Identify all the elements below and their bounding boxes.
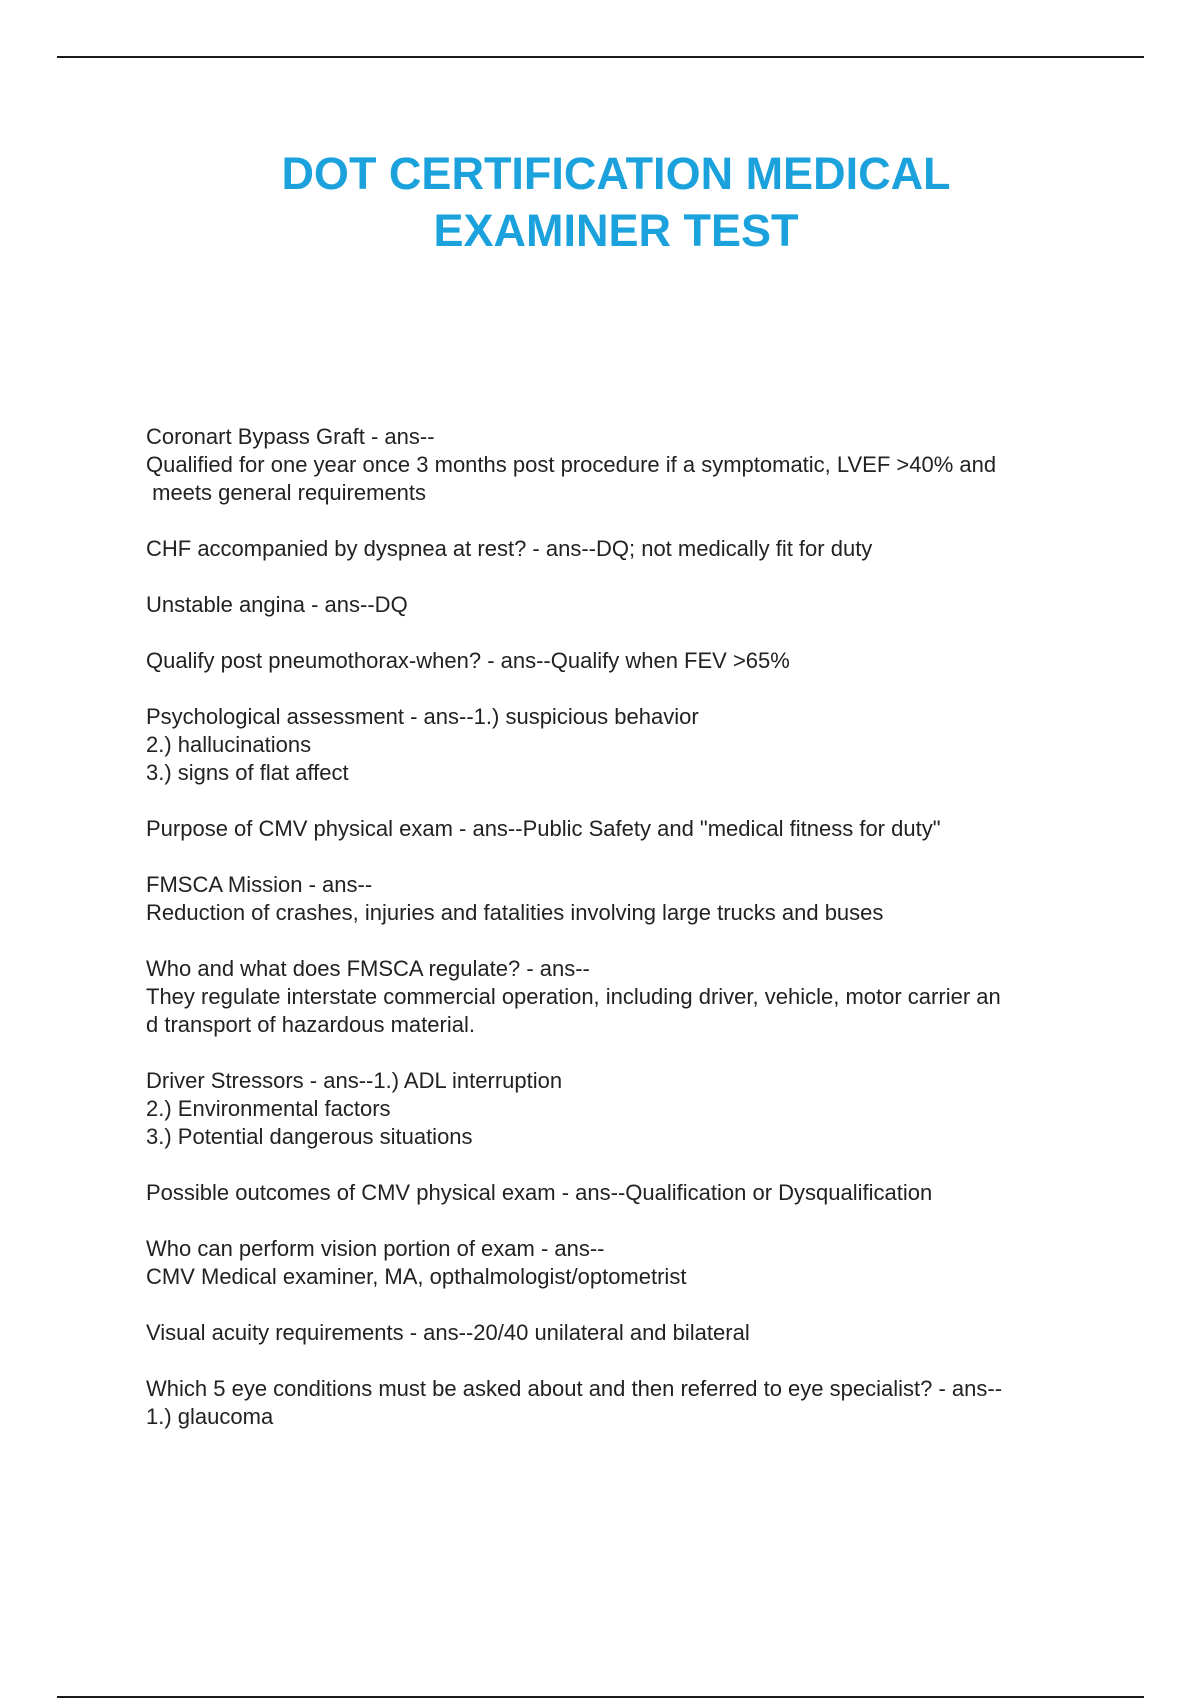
entry-line: CMV Medical examiner, MA, opthalmologist/optometrist	[146, 1264, 687, 1289]
entry-line: Which 5 eye conditions must be asked about and then referred to eye specialist? - ans--	[146, 1376, 1003, 1401]
entry-line: CHF accompanied by dyspnea at rest? - ans--DQ; not medically fit for duty	[146, 536, 873, 561]
qa-entry-vision-portion	[146, 1235, 1096, 1291]
qa-entry-pneumothorax	[146, 647, 1096, 675]
entry-line: Visual acuity requirements - ans--20/40 unilateral and bilateral	[146, 1320, 750, 1345]
qa-entry-purpose	[146, 815, 1096, 843]
entry-line: 2.) hallucinations	[146, 732, 312, 757]
title-line-1: DOT CERTIFICATION MEDICAL	[281, 148, 951, 199]
qa-list	[146, 423, 1096, 1459]
qa-entry-driver-stressors	[146, 1067, 1096, 1151]
entry-line: 3.) signs of flat affect	[146, 760, 349, 785]
entry-line: Reduction of crashes, injuries and fatalities involving large trucks and buses	[146, 900, 884, 925]
entry-line: meets general requirements	[146, 480, 427, 505]
entry-line: Psychological assessment - ans--1.) suspicious behavior	[146, 704, 699, 729]
qa-entry-psychological	[146, 703, 1096, 787]
qa-entry-unstable-angina	[146, 591, 1096, 619]
page-title	[0, 145, 1200, 259]
entry-line: 1.) glaucoma	[146, 1404, 274, 1429]
title-line-2: EXAMINER TEST	[433, 205, 799, 256]
entry-line: They regulate interstate commercial operation, including driver, vehicle, motor carrier an	[146, 984, 1001, 1009]
bottom-rule	[57, 1696, 1144, 1698]
entry-line: Qualified for one year once 3 months post procedure if a symptomatic, LVEF >40% and	[146, 452, 997, 477]
entry-line: Coronart Bypass Graft - ans--	[146, 424, 435, 449]
qa-entry-eye-conditions	[146, 1375, 1096, 1431]
entry-line: FMSCA Mission - ans--	[146, 872, 373, 897]
entry-line: Who and what does FMSCA regulate? - ans--	[146, 956, 590, 981]
entry-line: d transport of hazardous material.	[146, 1012, 475, 1037]
entry-line: Qualify post pneumothorax-when? - ans--Qualify when FEV >65%	[146, 648, 790, 673]
qa-entry-fmsca-regulate	[146, 955, 1096, 1039]
entry-line: 3.) Potential dangerous situations	[146, 1124, 473, 1149]
entry-line: Who can perform vision portion of exam - ans--	[146, 1236, 605, 1261]
qa-entry-chf	[146, 535, 1096, 563]
qa-entry-coronary-bypass	[146, 423, 1096, 507]
entry-line: Driver Stressors - ans--1.) ADL interruption	[146, 1068, 563, 1093]
qa-entry-visual-acuity	[146, 1319, 1096, 1347]
entry-line: 2.) Environmental factors	[146, 1096, 391, 1121]
qa-entry-outcomes	[146, 1179, 1096, 1207]
entry-line: Unstable angina - ans--DQ	[146, 592, 408, 617]
entry-line: Possible outcomes of CMV physical exam - ans--Qualification or Dysqualification	[146, 1180, 933, 1205]
entry-line: Purpose of CMV physical exam - ans--Public Safety and "medical fitness for duty"	[146, 816, 941, 841]
top-rule	[57, 56, 1144, 58]
qa-entry-fmsca-mission	[146, 871, 1096, 927]
